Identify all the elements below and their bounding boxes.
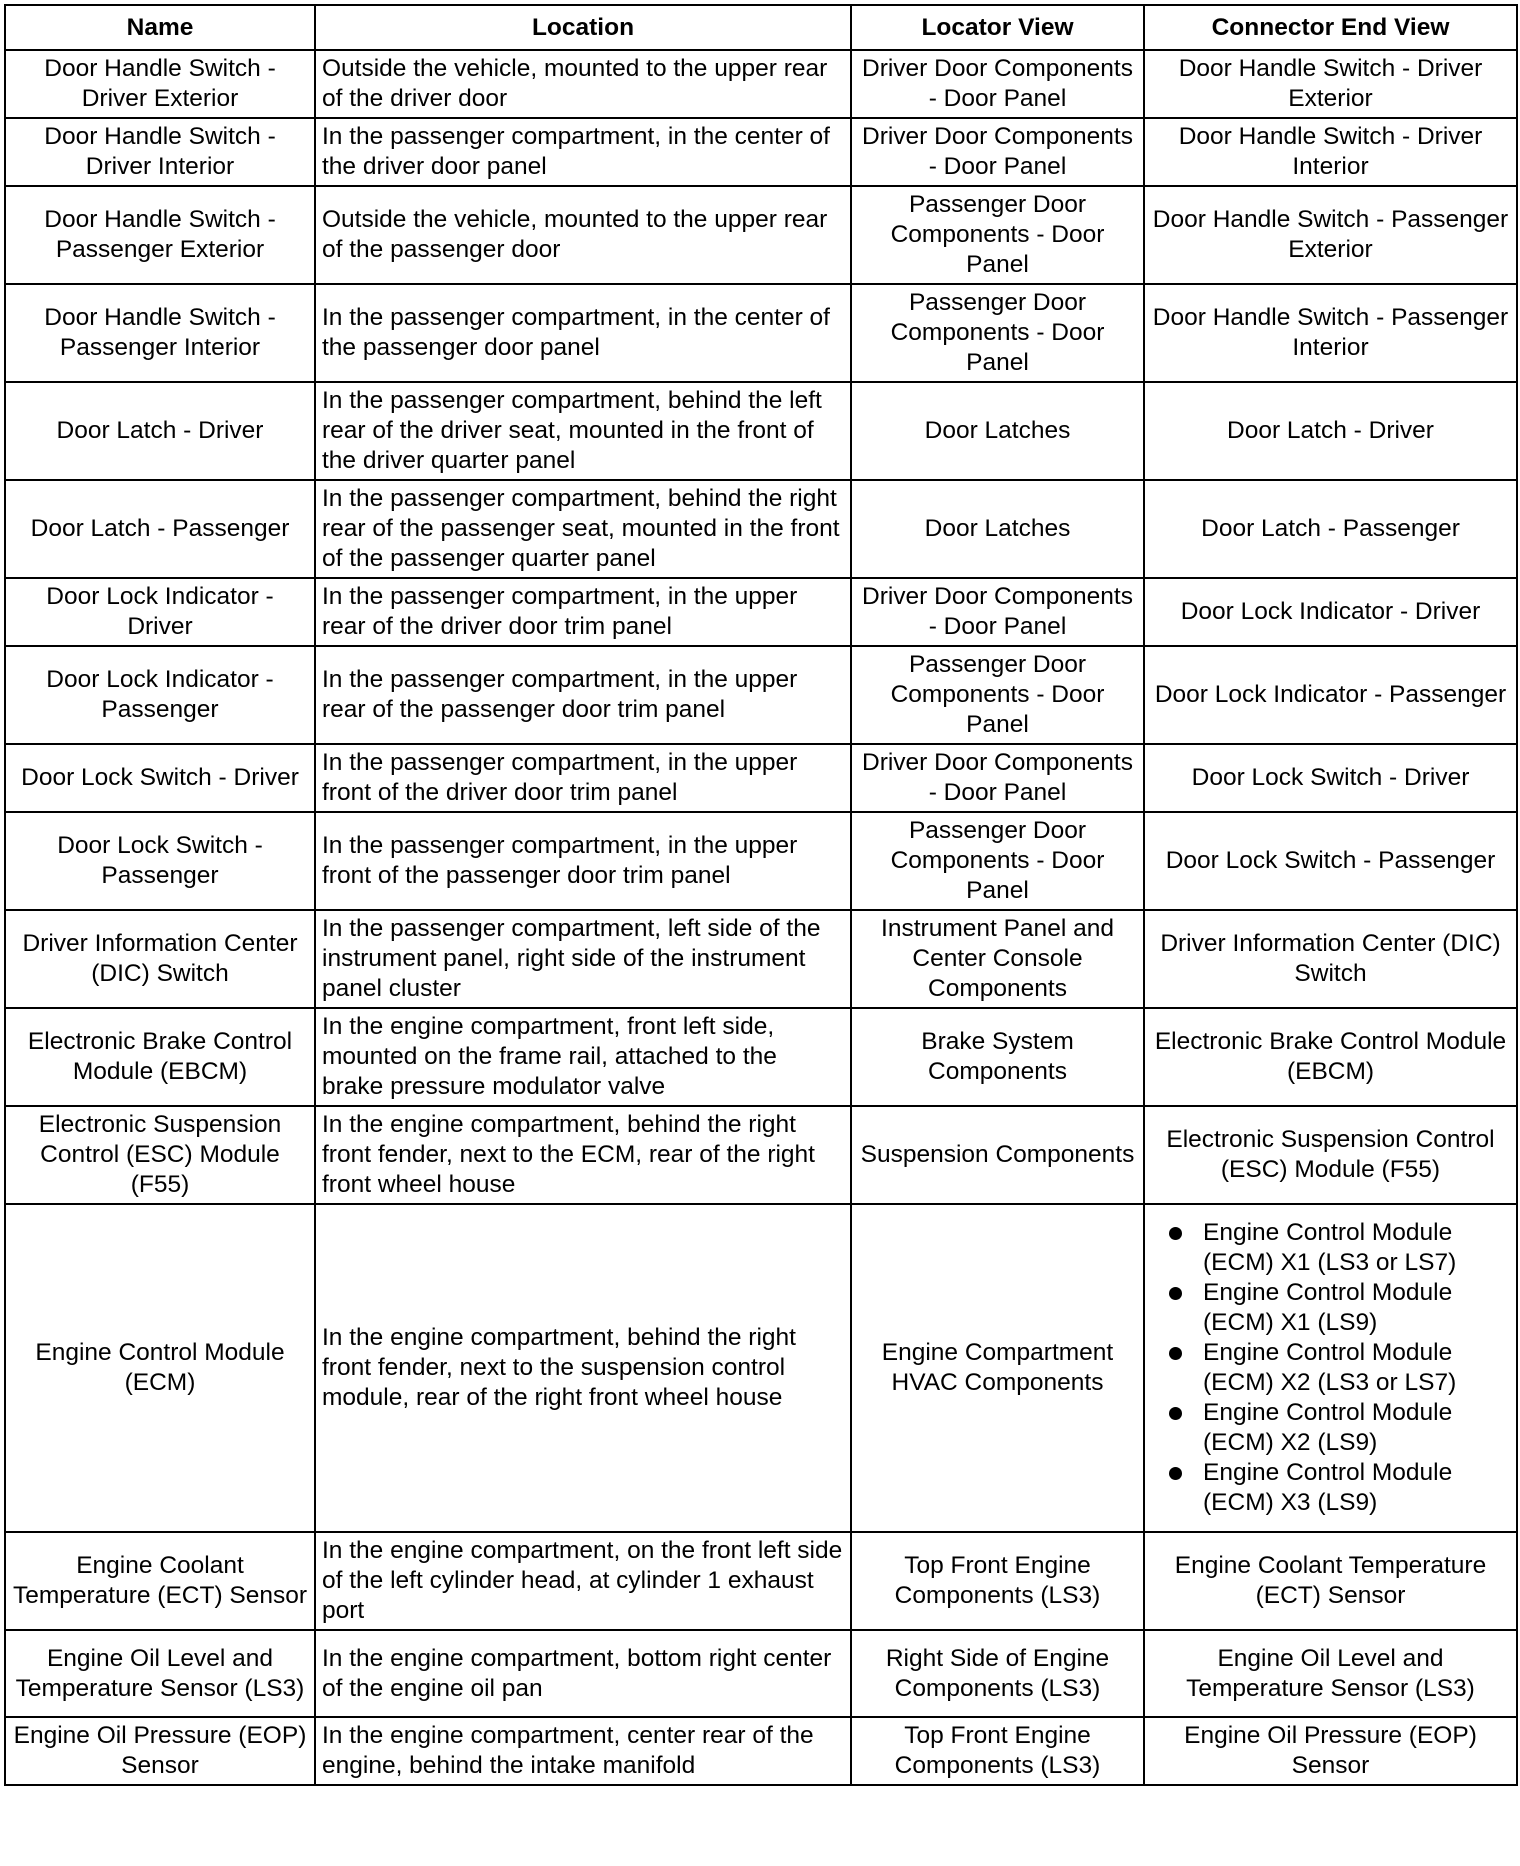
list-item (1165, 1338, 1510, 1398)
table-row (5, 186, 1517, 284)
connector-list (1151, 1218, 1510, 1518)
cell-locator-view: Driver Door Components - Door Panel (851, 578, 1144, 646)
connector-item-text: Engine Control Module (ECM) X2 (LS3 or LS7) (1203, 1339, 1457, 1396)
cell-locator-view: Passenger Door Components - Door Panel (851, 284, 1144, 382)
cell-location: In the engine compartment, behind the right front fender, next to the ECM, rear of the right front wheel house (315, 1106, 851, 1204)
cell-connector-end-view: Engine Oil Pressure (EOP) Sensor (1144, 1717, 1517, 1785)
table-row (5, 118, 1517, 186)
table-row (5, 1532, 1517, 1630)
table-row (5, 382, 1517, 480)
cell-locator-view: Driver Door Components - Door Panel (851, 50, 1144, 118)
list-item (1165, 1458, 1510, 1518)
cell-location: In the engine compartment, on the front left side of the left cylinder head, at cylinder 1 exhaust port (315, 1532, 851, 1630)
table-row (5, 812, 1517, 910)
cell-connector-end-view: Door Lock Switch - Driver (1144, 744, 1517, 812)
cell-connector-end-view: Door Lock Switch - Passenger (1144, 812, 1517, 910)
cell-connector-end-view: Engine Coolant Temperature (ECT) Sensor (1144, 1532, 1517, 1630)
cell-location: In the passenger compartment, in the upper front of the passenger door trim panel (315, 812, 851, 910)
table-row (5, 646, 1517, 744)
cell-name: Engine Oil Level and Temperature Sensor (LS3) (5, 1630, 315, 1717)
cell-location: In the engine compartment, behind the right front fender, next to the suspension control module, rear of the right front wheel house (315, 1204, 851, 1532)
list-item (1165, 1278, 1510, 1338)
header-row (5, 5, 1517, 50)
connector-item-text: Engine Control Module (ECM) X2 (LS9) (1203, 1399, 1453, 1456)
cell-name: Door Handle Switch - Driver Interior (5, 118, 315, 186)
cell-name: Door Latch - Driver (5, 382, 315, 480)
cell-connector-end-view: Door Lock Indicator - Passenger (1144, 646, 1517, 744)
table-row (5, 1630, 1517, 1717)
cell-locator-view: Instrument Panel and Center Console Components (851, 910, 1144, 1008)
cell-connector-end-view: Driver Information Center (DIC) Switch (1144, 910, 1517, 1008)
table-row (5, 50, 1517, 118)
cell-name: Engine Coolant Temperature (ECT) Sensor (5, 1532, 315, 1630)
bullet-icon (1169, 1467, 1182, 1480)
cell-connector-end-view: Door Handle Switch - Driver Interior (1144, 118, 1517, 186)
cell-locator-view: Suspension Components (851, 1106, 1144, 1204)
header-connector-end-view: Connector End View (1144, 5, 1517, 50)
cell-name: Door Handle Switch - Passenger Interior (5, 284, 315, 382)
cell-connector-end-view: Electronic Brake Control Module (EBCM) (1144, 1008, 1517, 1106)
cell-locator-view: Passenger Door Components - Door Panel (851, 812, 1144, 910)
cell-connector-end-view: Door Handle Switch - Passenger Exterior (1144, 186, 1517, 284)
cell-locator-view: Top Front Engine Components (LS3) (851, 1532, 1144, 1630)
bullet-icon (1169, 1347, 1182, 1360)
cell-location: In the engine compartment, front left side, mounted on the frame rail, attached to the brake pressure modulator valve (315, 1008, 851, 1106)
cell-name: Door Lock Switch - Driver (5, 744, 315, 812)
cell-connector-end-view (1144, 1204, 1517, 1532)
cell-location: In the passenger compartment, in the upper rear of the passenger door trim panel (315, 646, 851, 744)
cell-locator-view: Driver Door Components - Door Panel (851, 118, 1144, 186)
cell-name: Electronic Brake Control Module (EBCM) (5, 1008, 315, 1106)
cell-name: Door Handle Switch - Driver Exterior (5, 50, 315, 118)
cell-locator-view: Top Front Engine Components (LS3) (851, 1717, 1144, 1785)
cell-location: In the engine compartment, center rear of the engine, behind the intake manifold (315, 1717, 851, 1785)
cell-name: Driver Information Center (DIC) Switch (5, 910, 315, 1008)
connector-item-text: Engine Control Module (ECM) X1 (LS3 or LS7) (1203, 1219, 1457, 1276)
bullet-icon (1169, 1407, 1182, 1420)
list-item (1165, 1398, 1510, 1458)
table-row (5, 744, 1517, 812)
header-locator-view: Locator View (851, 5, 1144, 50)
cell-connector-end-view: Door Handle Switch - Passenger Interior (1144, 284, 1517, 382)
cell-location: In the passenger compartment, in the upper front of the driver door trim panel (315, 744, 851, 812)
cell-name: Electronic Suspension Control (ESC) Module (F55) (5, 1106, 315, 1204)
cell-location: In the passenger compartment, in the center of the driver door panel (315, 118, 851, 186)
table-row (5, 578, 1517, 646)
cell-name: Door Lock Switch - Passenger (5, 812, 315, 910)
cell-locator-view: Door Latches (851, 480, 1144, 578)
cell-location: In the passenger compartment, in the upper rear of the driver door trim panel (315, 578, 851, 646)
cell-location: In the passenger compartment, left side of the instrument panel, right side of the instrument panel cluster (315, 910, 851, 1008)
table-row (5, 910, 1517, 1008)
table-row (5, 1204, 1517, 1532)
cell-connector-end-view: Door Handle Switch - Driver Exterior (1144, 50, 1517, 118)
table-row (5, 1106, 1517, 1204)
list-item (1165, 1218, 1510, 1278)
cell-locator-view: Driver Door Components - Door Panel (851, 744, 1144, 812)
table-row (5, 1008, 1517, 1106)
cell-name: Door Latch - Passenger (5, 480, 315, 578)
connector-item-text: Engine Control Module (ECM) X3 (LS9) (1203, 1459, 1453, 1516)
cell-locator-view: Brake System Components (851, 1008, 1144, 1106)
table-row (5, 480, 1517, 578)
cell-locator-view: Engine Compartment HVAC Components (851, 1204, 1144, 1532)
cell-connector-end-view: Engine Oil Level and Temperature Sensor (LS3) (1144, 1630, 1517, 1717)
cell-location: Outside the vehicle, mounted to the upper rear of the driver door (315, 50, 851, 118)
cell-name: Door Handle Switch - Passenger Exterior (5, 186, 315, 284)
cell-location: In the passenger compartment, behind the right rear of the passenger seat, mounted in the front of the passenger quarter panel (315, 480, 851, 578)
bullet-icon (1169, 1287, 1182, 1300)
cell-locator-view: Passenger Door Components - Door Panel (851, 186, 1144, 284)
cell-name: Door Lock Indicator - Driver (5, 578, 315, 646)
bullet-icon (1169, 1227, 1182, 1240)
cell-location: In the passenger compartment, behind the left rear of the driver seat, mounted in the front of the driver quarter panel (315, 382, 851, 480)
cell-connector-end-view: Door Latch - Passenger (1144, 480, 1517, 578)
header-location: Location (315, 5, 851, 50)
cell-connector-end-view: Door Lock Indicator - Driver (1144, 578, 1517, 646)
cell-location: Outside the vehicle, mounted to the upper rear of the passenger door (315, 186, 851, 284)
cell-location: In the engine compartment, bottom right center of the engine oil pan (315, 1630, 851, 1717)
cell-name: Engine Control Module (ECM) (5, 1204, 315, 1532)
cell-connector-end-view: Door Latch - Driver (1144, 382, 1517, 480)
cell-connector-end-view: Electronic Suspension Control (ESC) Module (F55) (1144, 1106, 1517, 1204)
cell-locator-view: Right Side of Engine Components (LS3) (851, 1630, 1144, 1717)
cell-locator-view: Passenger Door Components - Door Panel (851, 646, 1144, 744)
cell-locator-view: Door Latches (851, 382, 1144, 480)
connector-item-text: Engine Control Module (ECM) X1 (LS9) (1203, 1279, 1453, 1336)
cell-name: Engine Oil Pressure (EOP) Sensor (5, 1717, 315, 1785)
cell-location: In the passenger compartment, in the center of the passenger door panel (315, 284, 851, 382)
component-locator-table (4, 4, 1518, 1786)
cell-name: Door Lock Indicator - Passenger (5, 646, 315, 744)
table-row (5, 284, 1517, 382)
header-name: Name (5, 5, 315, 50)
table-row (5, 1717, 1517, 1785)
